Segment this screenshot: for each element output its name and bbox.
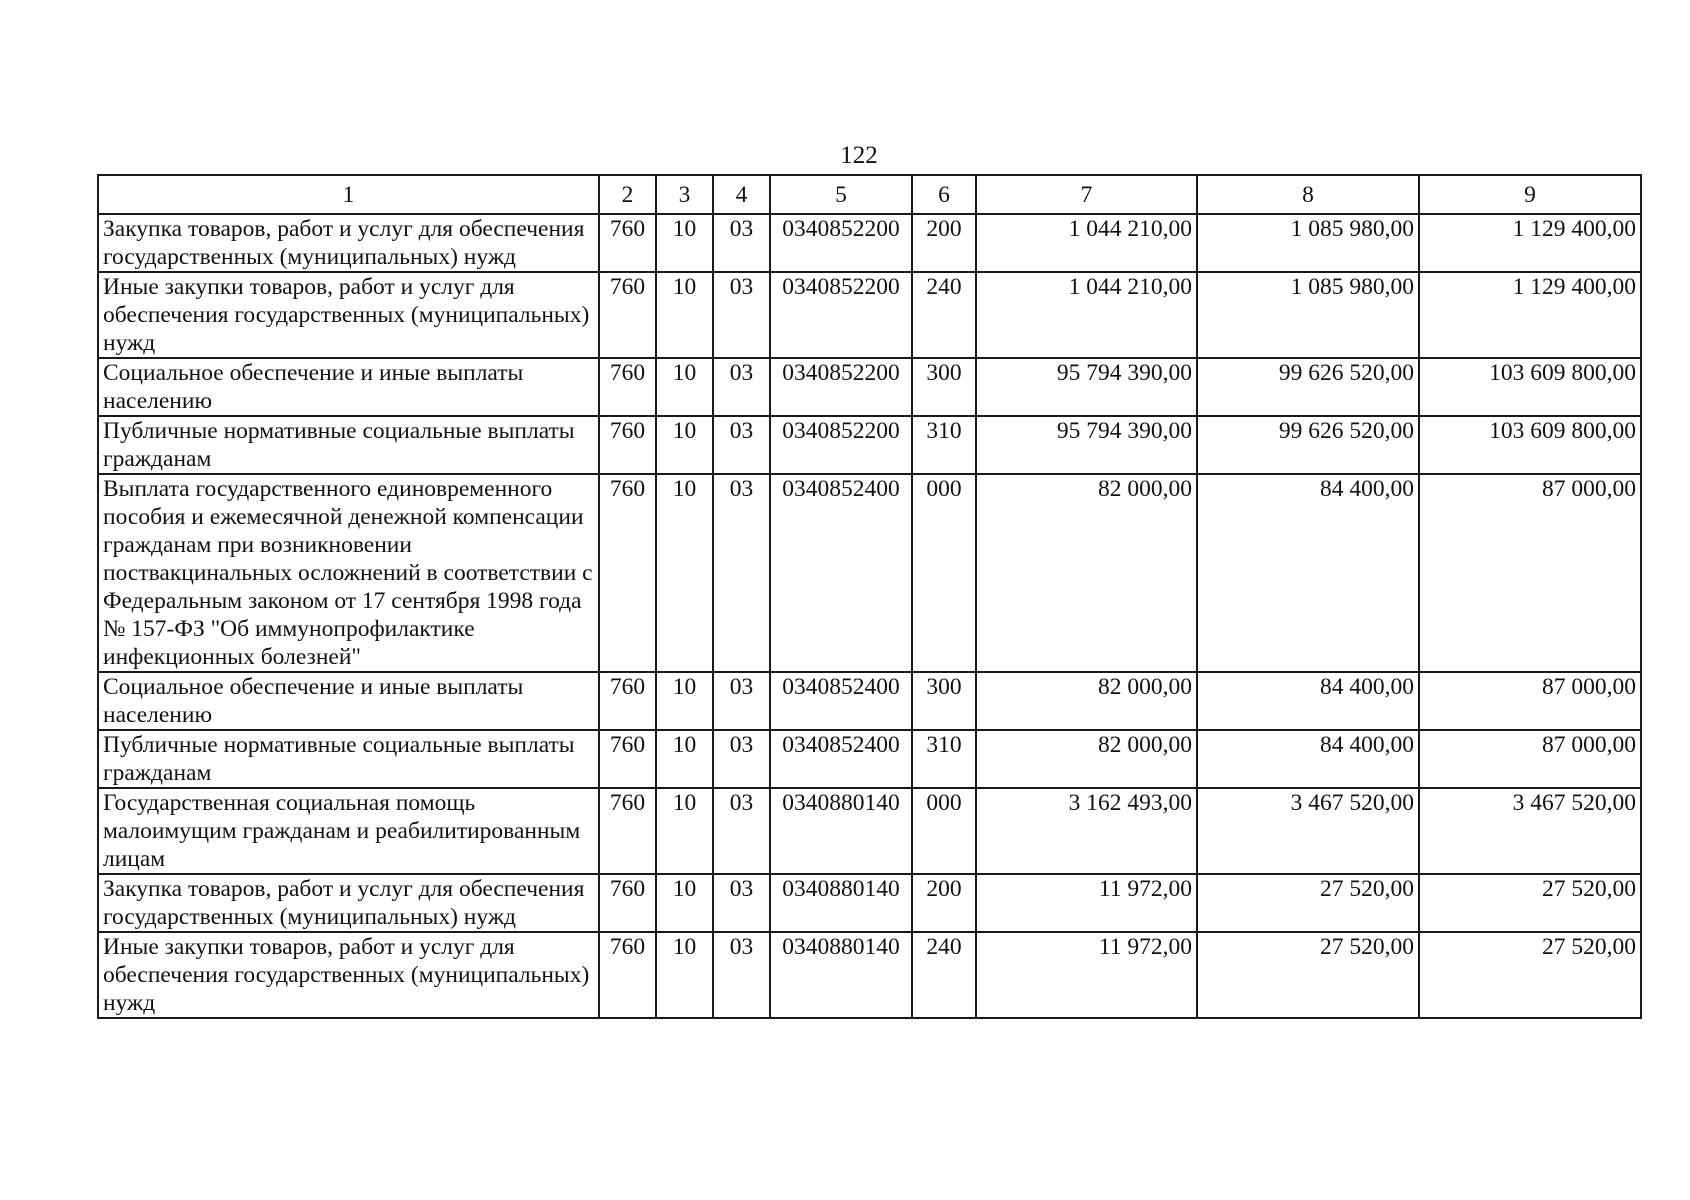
budget-table xyxy=(97,174,1642,1019)
row-code-6: 240 xyxy=(912,932,976,1018)
row-code-2: 760 xyxy=(599,272,656,358)
row-amount-7: 1 044 210,00 xyxy=(976,214,1197,272)
header-col-1: 1 xyxy=(98,175,599,214)
row-name: Закупка товаров, работ и услуг для обеспечения государственных (муниципальных) нужд xyxy=(98,874,599,932)
row-code-5: 0340880140 xyxy=(770,788,912,874)
row-code-3: 10 xyxy=(656,214,713,272)
row-code-3: 10 xyxy=(656,932,713,1018)
row-code-6: 240 xyxy=(912,272,976,358)
row-amount-9: 1 129 400,00 xyxy=(1419,214,1641,272)
row-code-3: 10 xyxy=(656,272,713,358)
table-row xyxy=(98,272,1641,358)
row-code-6: 300 xyxy=(912,358,976,416)
row-code-5: 0340880140 xyxy=(770,874,912,932)
row-amount-7: 82 000,00 xyxy=(976,730,1197,788)
table-row xyxy=(98,416,1641,474)
row-amount-8: 99 626 520,00 xyxy=(1197,416,1419,474)
row-code-3: 10 xyxy=(656,672,713,730)
row-name: Социальное обеспечение и иные выплаты населению xyxy=(98,672,599,730)
row-code-2: 760 xyxy=(599,358,656,416)
header-col-3: 3 xyxy=(656,175,713,214)
row-code-3: 10 xyxy=(656,874,713,932)
row-code-5: 0340852200 xyxy=(770,358,912,416)
row-name: Выплата государственного единовременного пособия и ежемесячной денежной компенсации гражданам при возникновении поствакцинальных осложнений в соответствии с Федеральным законом от 17 сентября 1998 года № 157-ФЗ "Об иммунопрофилактике инфекционных болезней" xyxy=(98,474,599,672)
row-amount-9: 87 000,00 xyxy=(1419,730,1641,788)
table-row xyxy=(98,788,1641,874)
row-code-6: 310 xyxy=(912,730,976,788)
row-code-3: 10 xyxy=(656,730,713,788)
header-col-5: 5 xyxy=(770,175,912,214)
row-code-2: 760 xyxy=(599,474,656,672)
row-name: Иные закупки товаров, работ и услуг для обеспечения государственных (муниципальных) нужд xyxy=(98,272,599,358)
row-code-3: 10 xyxy=(656,416,713,474)
row-code-2: 760 xyxy=(599,416,656,474)
row-code-4: 03 xyxy=(713,474,770,672)
row-code-2: 760 xyxy=(599,214,656,272)
row-amount-9: 103 609 800,00 xyxy=(1419,358,1641,416)
row-code-4: 03 xyxy=(713,932,770,1018)
row-code-4: 03 xyxy=(713,214,770,272)
row-amount-8: 3 467 520,00 xyxy=(1197,788,1419,874)
row-code-5: 0340852200 xyxy=(770,416,912,474)
row-code-3: 10 xyxy=(656,788,713,874)
row-code-4: 03 xyxy=(713,788,770,874)
row-amount-8: 84 400,00 xyxy=(1197,672,1419,730)
row-code-3: 10 xyxy=(656,358,713,416)
row-amount-8: 27 520,00 xyxy=(1197,874,1419,932)
table-row xyxy=(98,932,1641,1018)
row-code-5: 0340852400 xyxy=(770,474,912,672)
row-code-6: 300 xyxy=(912,672,976,730)
row-amount-9: 27 520,00 xyxy=(1419,874,1641,932)
table-row xyxy=(98,672,1641,730)
row-amount-7: 82 000,00 xyxy=(976,672,1197,730)
page-number: 122 xyxy=(840,142,878,169)
row-code-2: 760 xyxy=(599,932,656,1018)
row-amount-7: 1 044 210,00 xyxy=(976,272,1197,358)
table-row xyxy=(98,358,1641,416)
table-row xyxy=(98,730,1641,788)
header-col-8: 8 xyxy=(1197,175,1419,214)
row-code-6: 200 xyxy=(912,874,976,932)
row-code-2: 760 xyxy=(599,672,656,730)
row-code-4: 03 xyxy=(713,416,770,474)
row-amount-8: 99 626 520,00 xyxy=(1197,358,1419,416)
row-name: Социальное обеспечение и иные выплаты населению xyxy=(98,358,599,416)
row-amount-7: 11 972,00 xyxy=(976,874,1197,932)
row-code-4: 03 xyxy=(713,672,770,730)
row-amount-8: 84 400,00 xyxy=(1197,474,1419,672)
row-code-5: 0340880140 xyxy=(770,932,912,1018)
table-row xyxy=(98,874,1641,932)
row-name: Публичные нормативные социальные выплаты гражданам xyxy=(98,730,599,788)
row-code-4: 03 xyxy=(713,272,770,358)
row-name: Закупка товаров, работ и услуг для обеспечения государственных (муниципальных) нужд xyxy=(98,214,599,272)
row-amount-8: 1 085 980,00 xyxy=(1197,272,1419,358)
row-amount-9: 1 129 400,00 xyxy=(1419,272,1641,358)
row-code-6: 310 xyxy=(912,416,976,474)
row-code-2: 760 xyxy=(599,788,656,874)
row-code-2: 760 xyxy=(599,874,656,932)
row-code-5: 0340852400 xyxy=(770,672,912,730)
row-amount-8: 1 085 980,00 xyxy=(1197,214,1419,272)
row-code-4: 03 xyxy=(713,730,770,788)
row-amount-7: 3 162 493,00 xyxy=(976,788,1197,874)
table-row xyxy=(98,474,1641,672)
header-col-9: 9 xyxy=(1419,175,1641,214)
row-code-6: 000 xyxy=(912,788,976,874)
row-code-4: 03 xyxy=(713,874,770,932)
row-code-6: 200 xyxy=(912,214,976,272)
table-row xyxy=(98,214,1641,272)
row-amount-9: 103 609 800,00 xyxy=(1419,416,1641,474)
header-col-2: 2 xyxy=(599,175,656,214)
row-name: Публичные нормативные социальные выплаты гражданам xyxy=(98,416,599,474)
row-amount-7: 95 794 390,00 xyxy=(976,416,1197,474)
row-code-4: 03 xyxy=(713,358,770,416)
header-col-4: 4 xyxy=(713,175,770,214)
row-amount-8: 84 400,00 xyxy=(1197,730,1419,788)
row-name: Государственная социальная помощь малоимущим гражданам и реабилитированным лицам xyxy=(98,788,599,874)
row-code-5: 0340852200 xyxy=(770,214,912,272)
row-amount-9: 27 520,00 xyxy=(1419,932,1641,1018)
row-amount-9: 87 000,00 xyxy=(1419,474,1641,672)
row-code-5: 0340852400 xyxy=(770,730,912,788)
row-amount-7: 82 000,00 xyxy=(976,474,1197,672)
row-amount-9: 87 000,00 xyxy=(1419,672,1641,730)
row-amount-9: 3 467 520,00 xyxy=(1419,788,1641,874)
header-col-7: 7 xyxy=(976,175,1197,214)
header-col-6: 6 xyxy=(912,175,976,214)
row-name: Иные закупки товаров, работ и услуг для обеспечения государственных (муниципальных) нужд xyxy=(98,932,599,1018)
row-amount-7: 11 972,00 xyxy=(976,932,1197,1018)
row-code-6: 000 xyxy=(912,474,976,672)
table-header-row xyxy=(98,175,1641,214)
row-amount-8: 27 520,00 xyxy=(1197,932,1419,1018)
row-code-3: 10 xyxy=(656,474,713,672)
row-code-2: 760 xyxy=(599,730,656,788)
row-amount-7: 95 794 390,00 xyxy=(976,358,1197,416)
row-code-5: 0340852200 xyxy=(770,272,912,358)
